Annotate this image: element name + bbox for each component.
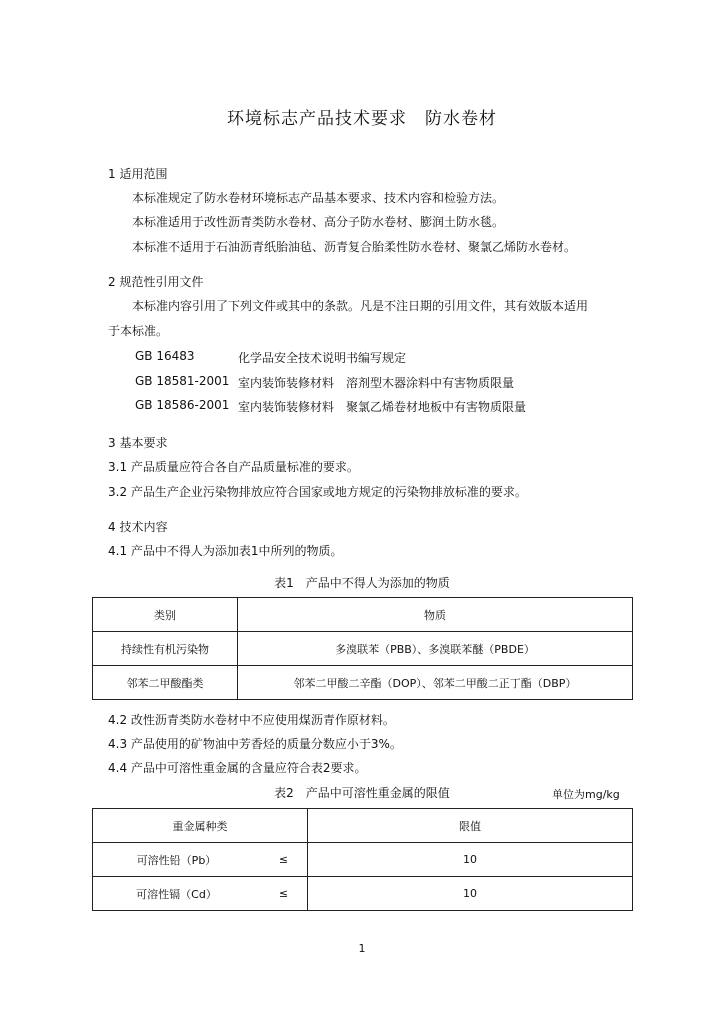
table-header-cell: 物质 bbox=[238, 598, 633, 632]
table-row bbox=[93, 666, 633, 700]
table-cell: 可溶性镉（Cd） bbox=[93, 877, 261, 911]
table-cell: 10 bbox=[308, 877, 633, 911]
section-4-item-3: 4.3 产品使用的矿物油中芳香烃的质量分数应小于3%。 bbox=[108, 737, 402, 751]
table-header-cell: 类别 bbox=[93, 598, 238, 632]
table-1 bbox=[92, 597, 633, 700]
ref-code: GB 16483 bbox=[135, 349, 195, 363]
ref-code: GB 18586-2001 bbox=[135, 398, 230, 412]
section-4-item-1: 4.1 产品中不得人为添加表1中所列的物质。 bbox=[108, 544, 343, 558]
table-header-row bbox=[93, 809, 633, 843]
table-header-cell: 重金属种类 bbox=[93, 809, 308, 843]
section-3-item-2: 3.2 产品生产企业污染物排放应符合国家或地方规定的污染物排放标准的要求。 bbox=[108, 485, 527, 499]
section-2-para-line-2: 于本标准。 bbox=[108, 324, 169, 338]
table-1-caption: 表1 产品中不得人为添加的物质 bbox=[274, 576, 450, 590]
section-4-heading: 4 技术内容 bbox=[108, 520, 168, 534]
section-4-item-2: 4.2 改性沥青类防水卷材中不应使用煤沥青作原材料。 bbox=[108, 713, 395, 727]
ref-title: 室内装饰装修材料 聚氯乙烯卷材地板中有害物质限量 bbox=[238, 400, 527, 414]
section-4-item-4: 4.4 产品中可溶性重金属的含量应符合表2要求。 bbox=[108, 761, 367, 775]
table-cell: 持续性有机污染物 bbox=[93, 632, 238, 666]
table-cell: 可溶性铅（Pb） bbox=[93, 843, 261, 877]
section-2-heading: 2 规范性引用文件 bbox=[108, 275, 204, 289]
table-cell: 邻苯二甲酸二辛酯（DOP）、邻苯二甲酸二正丁酯（DBP） bbox=[238, 666, 633, 700]
document-title: 环境标志产品技术要求 防水卷材 bbox=[227, 109, 497, 129]
table-row bbox=[93, 877, 633, 911]
section-1-heading: 1 适用范围 bbox=[108, 167, 168, 181]
table-2-caption: 表2 产品中可溶性重金属的限值 bbox=[274, 786, 450, 800]
table-row bbox=[93, 632, 633, 666]
table-cell: ≤ bbox=[260, 877, 308, 911]
section-1-para-3: 本标准不适用于石油沥青纸胎油毡、沥青复合胎柔性防水卷材、聚氯乙烯防水卷材。 bbox=[132, 240, 577, 254]
table-cell: 10 bbox=[308, 843, 633, 877]
table-cell: 邻苯二甲酸酯类 bbox=[93, 666, 238, 700]
section-1-para-2: 本标准适用于改性沥青类防水卷材、高分子防水卷材、膨润土防水毯。 bbox=[132, 215, 505, 229]
table-cell: ≤ bbox=[260, 843, 308, 877]
section-1-para-1: 本标准规定了防水卷材环境标志产品基本要求、技术内容和检验方法。 bbox=[132, 191, 505, 205]
ref-title: 室内装饰装修材料 溶剂型木器涂料中有害物质限量 bbox=[238, 376, 515, 390]
table-2-unit: 单位为mg/kg bbox=[552, 788, 620, 801]
table-cell: 多溴联苯（PBB）、多溴联苯醚（PBDE） bbox=[238, 632, 633, 666]
section-2-para-line-1: 本标准内容引用了下列文件或其中的条款。凡是不注日期的引用文件，其有效版本适用 bbox=[132, 299, 589, 313]
table-row bbox=[93, 843, 633, 877]
table-header-cell: 限值 bbox=[308, 809, 633, 843]
page-number: 1 bbox=[358, 942, 366, 955]
table-2 bbox=[92, 808, 633, 911]
ref-code: GB 18581-2001 bbox=[135, 374, 230, 388]
ref-title: 化学品安全技术说明书编写规定 bbox=[238, 351, 407, 365]
table-header-row bbox=[93, 598, 633, 632]
section-3-item-1: 3.1 产品质量应符合各自产品质量标准的要求。 bbox=[108, 460, 359, 474]
section-3-heading: 3 基本要求 bbox=[108, 436, 168, 450]
